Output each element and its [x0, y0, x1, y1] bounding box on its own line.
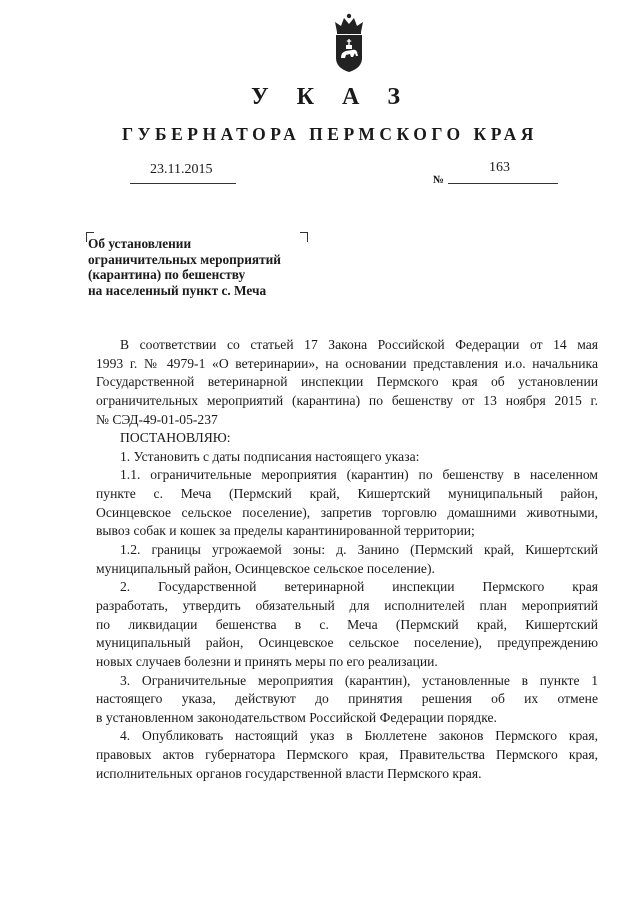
body-line: в установленном законодательством Российской Федерации порядке.	[96, 709, 497, 725]
body-line: ПОСТАНОВЛЯЮ:	[120, 430, 231, 446]
decree-number: 163	[489, 160, 510, 175]
body-line: 3. Ограничительные мероприятия (карантин), установленные в пункте 1	[120, 672, 598, 688]
date-underline	[130, 183, 236, 184]
subject-line: ограничительных мероприятий	[88, 251, 281, 267]
document-type-title: У К А З	[250, 84, 411, 110]
body-line: муниципальный район, Осинцевское сельское поселение), предупреждению	[96, 635, 598, 651]
number-sign: №	[433, 174, 445, 186]
body-line: Государственной ветеринарной инспекции Пермского края об установлении	[96, 374, 598, 390]
body-line: правовых актов губернатора Пермского края, Правительства Пермского края,	[96, 747, 598, 763]
body-line: вывоз собак и кошек за пределы карантинированной территории;	[96, 523, 475, 539]
body-line: 1.2. границы угрожаемой зоны: д. Занино (Пермский край, Кишертский	[120, 542, 598, 558]
body-line: 1. Установить с даты подписания настоящего указа:	[120, 448, 420, 464]
subject-line: Об установлении	[88, 236, 192, 251]
body-line: 2. Государственной ветеринарной инспекции Пермского края	[120, 579, 598, 595]
decree-body	[96, 336, 598, 783]
body-line: настоящего указа, действуют до принятия решения об их отмене	[96, 691, 598, 707]
perm-krai-coat-of-arms-icon	[328, 12, 370, 74]
body-line: по ликвидации бешенства в с. Меча (Пермский край, Кишертский	[96, 616, 598, 632]
body-line: ограничительных мероприятий (карантина) по бешенству от 13 ноября 2015 г.	[96, 392, 598, 408]
body-line: В соответствии со статьей 17 Закона Российской Федерации от 14 мая	[120, 337, 598, 352]
body-line: 1993 г. № 4979-1 «О ветеринарии», на основании представления и.о. начальника	[96, 355, 598, 371]
number-underline	[448, 183, 558, 184]
body-line: 4. Опубликовать настоящий указ в Бюллетене законов Пермского края,	[120, 728, 598, 744]
body-line: разработать, утвердить обязательный для исполнителей план мероприятий	[96, 597, 598, 613]
body-line: 1.1. ограничительные мероприятия (карантин) по бешенству в населенном	[120, 467, 598, 483]
body-line: исполнительных органов государственной власти Пермского края.	[96, 765, 482, 781]
subject-line: (карантина) по бешенству	[88, 267, 246, 283]
body-line: новых случаев болезни и принять меры по его реализации.	[96, 653, 438, 669]
body-line: пункте с. Меча (Пермский край, Кишертский муниципальный район,	[96, 486, 598, 502]
subject-line: на населенный пункт с. Меча	[88, 282, 267, 298]
issuer-title: ГУБЕРНАТОРА ПЕРМСКОГО КРАЯ	[122, 124, 538, 144]
body-line: муниципальный район, Осинцевское сельское поселение).	[96, 560, 435, 576]
body-line: № СЭД-49-01-05-237	[96, 411, 218, 427]
decree-subject	[88, 236, 318, 298]
body-line: Осинцевское сельское поселение), запретив торговлю домашними животными,	[96, 504, 598, 520]
decree-date: 23.11.2015	[150, 162, 213, 177]
